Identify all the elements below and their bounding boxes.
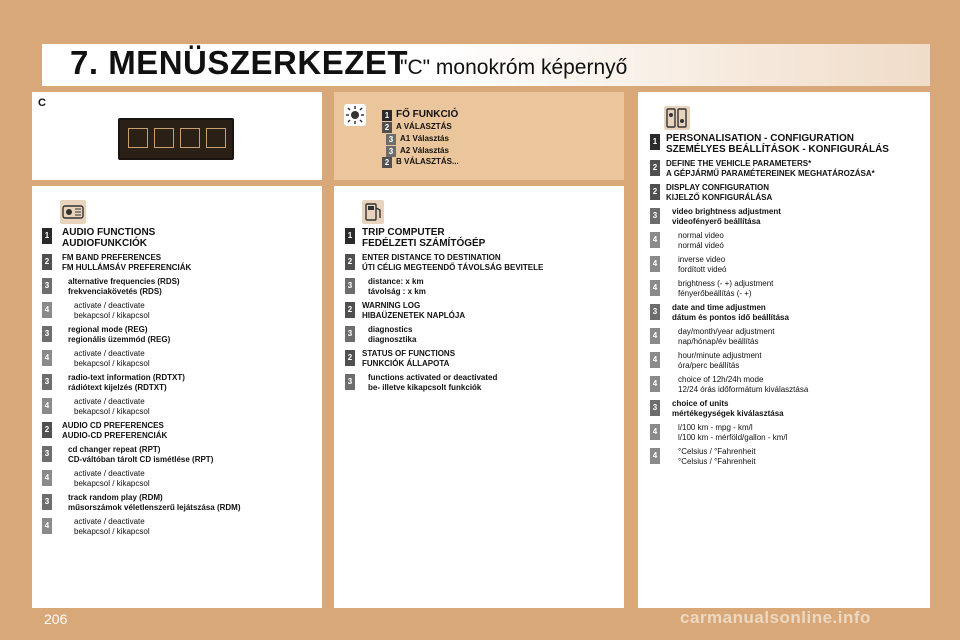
menu-line: radio-text information (RDTXT) <box>68 373 185 382</box>
menu-line: video brightness adjustment <box>672 207 781 216</box>
menu-line: CD-váltóban tárolt CD ismétlése (RPT) <box>68 455 214 464</box>
legend-line: FŐ FUNKCIÓ <box>396 109 459 120</box>
menu-line: choice of units <box>672 399 729 408</box>
level-3-badge: 3 <box>650 400 660 416</box>
menu-line: l/100 km - mérföld/gallon - km/l <box>678 433 788 442</box>
level-3-badge: 3 <box>650 208 660 224</box>
menu-line: dátum és pontos idő beállítása <box>672 313 789 322</box>
menu-line: frekvenciakövetés (RDS) <box>68 287 162 296</box>
menu-line: inverse video <box>678 255 726 264</box>
menu-line: °Celsius / °Fahrenheit <box>678 457 756 466</box>
level-2-badge: 2 <box>650 184 660 200</box>
menu-line: A GÉPJÁRMŰ PARAMÉTEREINEK MEGHATÁROZÁSA* <box>666 169 875 178</box>
level-2-badge: 2 <box>345 302 355 318</box>
menu-line: bekapcsol / kikapcsol <box>74 527 150 536</box>
menu-line: fényerőbeállítás (- +) <box>678 289 752 298</box>
menu-line: hour/minute adjustment <box>678 351 762 360</box>
level-4-badge: 4 <box>650 232 660 248</box>
menu-line: 12/24 órás időformátum kiválasztása <box>678 385 809 394</box>
level-3-badge: 3 <box>345 278 355 294</box>
level-4-badge: 4 <box>42 398 52 414</box>
level-2-badge: 2 <box>345 254 355 270</box>
level-2-badge: 2 <box>345 350 355 366</box>
menu-line: TRIP COMPUTER <box>362 227 445 238</box>
level-4-badge: 4 <box>42 470 52 486</box>
menu-line: be- illetve kikapcsolt funkciók <box>368 383 482 392</box>
menu-line: FM HULLÁMSÁV PREFERENCIÁK <box>62 263 192 272</box>
menu-line: brightness (- +) adjustment <box>678 279 774 288</box>
legend-level-1-badge: 1 <box>382 110 392 121</box>
menu-line: távolság : x km <box>368 287 426 296</box>
menu-line: óra/perc beállítás <box>678 361 740 370</box>
level-3-badge: 3 <box>345 374 355 390</box>
level-2-badge: 2 <box>42 254 52 270</box>
level-3-badge: 3 <box>345 326 355 342</box>
level-1-badge: 1 <box>650 134 660 150</box>
legend-line: A2 Választás <box>400 146 449 155</box>
menu-line: videofényerő beállítása <box>672 217 761 226</box>
menu-line: date and time adjustmen <box>672 303 766 312</box>
page-number: 206 <box>44 611 68 627</box>
level-1-badge: 1 <box>42 228 52 244</box>
menu-line: műsorszámok véletlenszerű lejátszása (RDM) <box>68 503 241 512</box>
legend-level-2-badge: 2 <box>382 157 392 168</box>
menu-line: PERSONALISATION - CONFIGURATION <box>666 133 854 144</box>
menu-line: diagnostics <box>368 325 413 334</box>
level-4-badge: 4 <box>650 376 660 392</box>
menu-line: normál videó <box>678 241 724 250</box>
menu-line: activate / deactivate <box>74 517 145 526</box>
menu-line: regional mode (REG) <box>68 325 148 334</box>
menu-line: nap/hónap/év beállítás <box>678 337 759 346</box>
level-3-badge: 3 <box>42 374 52 390</box>
level-4-badge: 4 <box>650 280 660 296</box>
menu-line: activate / deactivate <box>74 397 145 406</box>
page-subtitle: "C" monokróm képernyő <box>400 56 628 79</box>
legend-level-3-badge: 3 <box>386 134 396 145</box>
menu-line: AUDIOFUNKCIÓK <box>62 238 147 249</box>
menu-line: bekapcsol / kikapcsol <box>74 311 150 320</box>
menu-line: day/month/year adjustment <box>678 327 775 336</box>
menu-line: mértékegységek kiválasztása <box>672 409 784 418</box>
menu-line: normal video <box>678 231 724 240</box>
level-3-badge: 3 <box>42 446 52 462</box>
menu-line: AUDIO-CD PREFERENCIÁK <box>62 431 168 440</box>
menu-line: FUNKCIÓK ÁLLAPOTA <box>362 359 450 368</box>
menu-line: STATUS OF FUNCTIONS <box>362 349 456 358</box>
level-3-badge: 3 <box>42 494 52 510</box>
audio-icon <box>60 200 86 224</box>
menu-line: SZEMÉLYES BEÁLLÍTÁSOK - KONFIGURÁLÁS <box>666 144 889 155</box>
level-2-badge: 2 <box>42 422 52 438</box>
menu-line: activate / deactivate <box>74 301 145 310</box>
menu-line: AUDIO CD PREFERENCES <box>62 421 164 430</box>
settings-icon <box>664 106 690 130</box>
menu-line: cd changer repeat (RPT) <box>68 445 161 454</box>
level-4-badge: 4 <box>650 328 660 344</box>
level-4-badge: 4 <box>650 256 660 272</box>
menu-line: bekapcsol / kikapcsol <box>74 359 150 368</box>
menu-line: rádiótext kijelzés (RDTXT) <box>68 383 167 392</box>
level-4-badge: 4 <box>650 448 660 464</box>
legend-level-3-badge: 3 <box>386 146 396 157</box>
fuel-pump-icon <box>362 200 384 224</box>
menu-line: HIBAÜZENETEK NAPLÓJA <box>362 311 466 320</box>
menu-line: FM BAND PREFERENCES <box>62 253 162 262</box>
menu-line: FEDÉLZETI SZÁMÍTÓGÉP <box>362 238 486 249</box>
menu-line: ÚTI CÉLIG MEGTEENDŐ TÁVOLSÁG BEVITELE <box>362 263 544 272</box>
page-title: 7. MENÜSZERKEZET <box>70 44 409 81</box>
monochrome-display-icon <box>118 118 234 160</box>
menu-line: alternative frequencies (RDS) <box>68 277 180 286</box>
display-type-label: C <box>38 97 46 109</box>
menu-line: KIJELZŐ KONFIGURÁLÁSA <box>666 193 773 202</box>
menu-line: l/100 km - mpg - km/l <box>678 423 753 432</box>
menu-line: track random play (RDM) <box>68 493 163 502</box>
menu-line: activate / deactivate <box>74 469 145 478</box>
level-4-badge: 4 <box>650 424 660 440</box>
menu-line: functions activated or deactivated <box>368 373 498 382</box>
menu-line: ENTER DISTANCE TO DESTINATION <box>362 253 501 262</box>
level-4-badge: 4 <box>650 352 660 368</box>
main-function-icon <box>344 104 366 126</box>
level-4-badge: 4 <box>42 302 52 318</box>
menu-line: diagnosztika <box>368 335 417 344</box>
menu-line: bekapcsol / kikapcsol <box>74 407 150 416</box>
legend-line: B VÁLASZTÁS... <box>396 157 459 166</box>
menu-line: choice of 12h/24h mode <box>678 375 764 384</box>
panel-trip <box>334 186 624 608</box>
menu-line: WARNING LOG <box>362 301 421 310</box>
menu-line: °Celsius / °Fahrenheit <box>678 447 756 456</box>
menu-line: activate / deactivate <box>74 349 145 358</box>
menu-line: DISPLAY CONFIGURATION <box>666 183 769 192</box>
menu-line: AUDIO FUNCTIONS <box>62 227 156 238</box>
legend-line: A1 Választás <box>400 134 449 143</box>
level-3-badge: 3 <box>650 304 660 320</box>
legend-line: A VÁLASZTÁS <box>396 122 452 131</box>
menu-line: regionális üzemmód (REG) <box>68 335 171 344</box>
level-3-badge: 3 <box>42 326 52 342</box>
level-1-badge: 1 <box>345 228 355 244</box>
watermark: carmanualsonline.info <box>680 608 871 627</box>
panel-legend <box>334 92 624 180</box>
level-3-badge: 3 <box>42 278 52 294</box>
level-4-badge: 4 <box>42 350 52 366</box>
level-2-badge: 2 <box>650 160 660 176</box>
level-4-badge: 4 <box>42 518 52 534</box>
menu-line: fordított videó <box>678 265 727 274</box>
menu-line: bekapcsol / kikapcsol <box>74 479 150 488</box>
menu-line: DEFINE THE VEHICLE PARAMETERS* <box>666 159 812 168</box>
legend-level-2-badge: 2 <box>382 122 392 133</box>
menu-line: distance: x km <box>368 277 424 286</box>
